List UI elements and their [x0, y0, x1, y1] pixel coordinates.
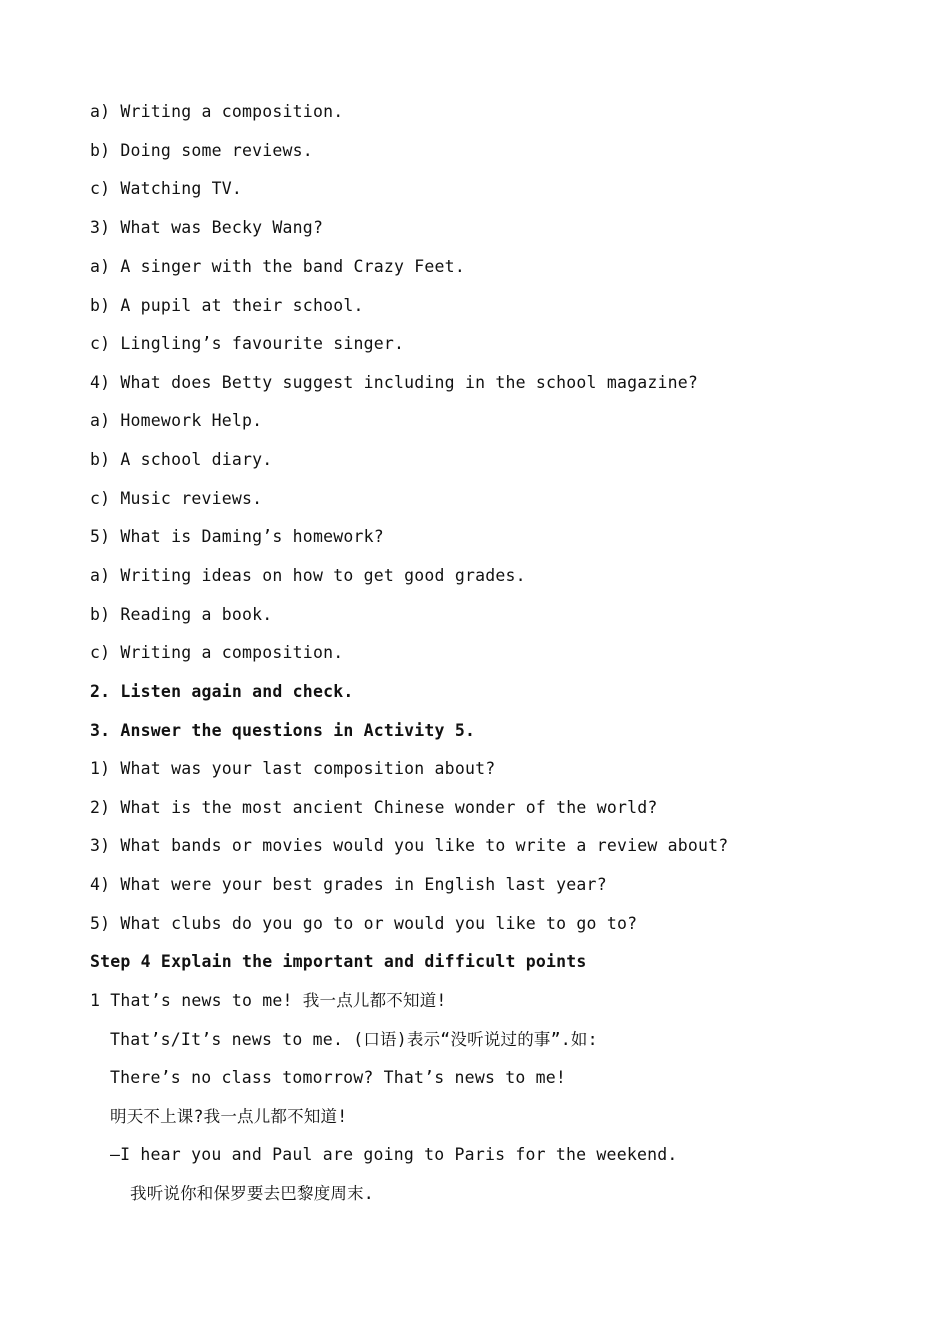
question: 4) What were your best grades in English last year?: [90, 875, 607, 894]
question: 2) What is the most ancient Chinese wonder of the world?: [90, 798, 658, 817]
answer-option: b) Doing some reviews.: [90, 141, 313, 160]
example-translation: 我听说你和保罗要去巴黎度周末.: [130, 1184, 374, 1203]
answer-option: c) Watching TV.: [90, 179, 243, 198]
answer-option: a) Writing a composition.: [90, 102, 344, 121]
question: 3) What was Becky Wang?: [90, 218, 324, 237]
section-heading: 3. Answer the questions in Activity 5.: [90, 721, 476, 740]
example-translation: 明天不上课?我一点儿都不知道!: [110, 1107, 348, 1126]
question: 5) What is Daming’s homework?: [90, 527, 384, 546]
question: 5) What clubs do you go to or would you like to go to?: [90, 914, 638, 933]
answer-option: b) A pupil at their school.: [90, 296, 364, 315]
point-explanation: That’s/It’s news to me. (口语)表示“没听说过的事”.如:: [110, 1030, 598, 1049]
answer-option: a) Writing ideas on how to get good grades.: [90, 566, 526, 585]
question: 4) What does Betty suggest including in the school magazine?: [90, 373, 699, 392]
answer-option: a) A singer with the band Crazy Feet.: [90, 257, 465, 276]
point-title: 1 That’s news to me! 我一点儿都不知道!: [90, 991, 447, 1010]
question: 1) What was your last composition about?: [90, 759, 496, 778]
answer-option: c) Writing a composition.: [90, 643, 344, 662]
answer-option: b) Reading a book.: [90, 605, 273, 624]
question: 3) What bands or movies would you like to write a review about?: [90, 836, 729, 855]
answer-option: c) Music reviews.: [90, 489, 263, 508]
answer-option: a) Homework Help.: [90, 411, 263, 430]
step-heading: Step 4 Explain the important and difficult points: [90, 952, 587, 971]
example-sentence: There’s no class tomorrow? That’s news to me!: [110, 1068, 567, 1087]
answer-option: b) A school diary.: [90, 450, 273, 469]
example-sentence: —I hear you and Paul are going to Paris for the weekend.: [110, 1145, 678, 1164]
answer-option: c) Lingling’s favourite singer.: [90, 334, 405, 353]
section-heading: 2. Listen again and check.: [90, 682, 354, 701]
